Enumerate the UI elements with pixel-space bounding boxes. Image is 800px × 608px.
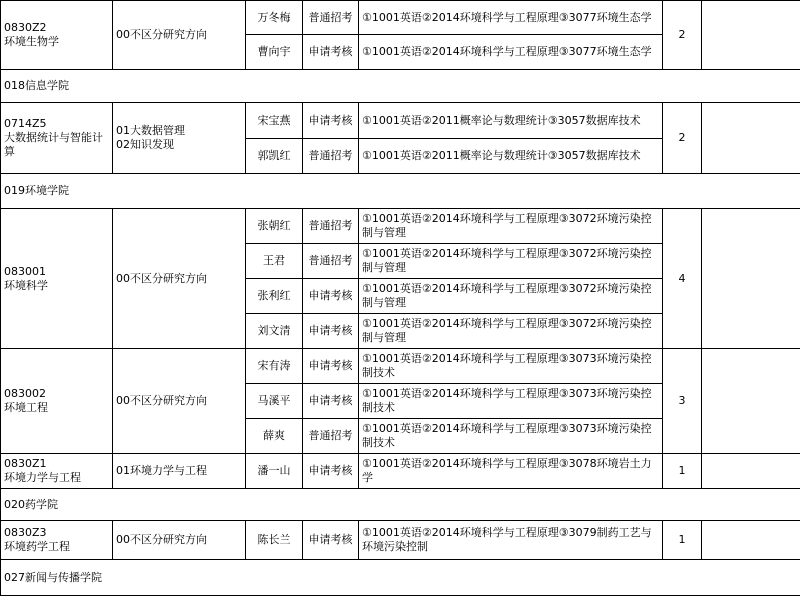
- admission-method: 申请考核: [303, 279, 359, 314]
- exam-subjects: ①1001英语②2014环境科学与工程原理③3077环境生态学: [359, 35, 663, 70]
- department-row: [1, 489, 800, 521]
- department-row: [1, 560, 800, 596]
- admission-method: 普通招考: [303, 139, 359, 174]
- major-name: 环境力学与工程: [4, 471, 81, 484]
- research-direction: 01大数据管理: [116, 124, 185, 137]
- admission-method: 申请考核: [303, 349, 359, 384]
- research-direction-cell: [113, 454, 246, 489]
- exam-subjects: ①1001英语②2014环境科学与工程原理③3072环境污染控制与管理: [359, 314, 663, 349]
- exam-subjects: ①1001英语②2014环境科学与工程原理③3072环境污染控制与管理: [359, 244, 663, 279]
- admission-method: 申请考核: [303, 384, 359, 419]
- research-direction: 02知识发现: [116, 138, 174, 151]
- remarks-cell: [702, 1, 800, 70]
- supervisor-name: 张利红: [246, 279, 303, 314]
- admission-method: 申请考核: [303, 454, 359, 489]
- exam-subjects: ①1001英语②2014环境科学与工程原理③3073环境污染控制技术: [359, 349, 663, 384]
- major-cell: [1, 349, 113, 454]
- major-cell: [1, 454, 113, 489]
- supervisor-name: 宋宝燕: [246, 103, 303, 139]
- table-row: [1, 521, 800, 560]
- major-code: 0714Z5: [4, 117, 47, 130]
- major-name: 环境科学: [4, 278, 48, 292]
- department-name: 020药学院: [1, 489, 800, 521]
- exam-subjects: ①1001英语②2014环境科学与工程原理③3073环境污染控制技术: [359, 384, 663, 419]
- table-row: [1, 103, 800, 139]
- exam-subjects: ①1001英语②2011概率论与数理统计③3057数据库技术: [359, 103, 663, 139]
- admission-method: 普通招考: [303, 209, 359, 244]
- research-direction-cell: [113, 1, 246, 70]
- admission-method: 申请考核: [303, 103, 359, 139]
- major-name: 环境工程: [4, 401, 48, 414]
- department-row: [1, 174, 800, 209]
- supervisor-name: 曹向宇: [246, 35, 303, 70]
- research-direction: 01环境力学与工程: [116, 464, 207, 477]
- major-name: 环境药学工程: [4, 540, 70, 553]
- table-row: [1, 349, 800, 384]
- research-direction-cell: [113, 349, 246, 454]
- remarks-cell: [702, 103, 800, 174]
- admission-method: 普通招考: [303, 1, 359, 35]
- major-code: 083002: [4, 387, 46, 400]
- department-name: 019环境学院: [1, 174, 800, 209]
- enrollment-count: 4: [663, 209, 702, 349]
- research-direction-cell: [113, 521, 246, 560]
- enrollment-count: 2: [663, 103, 702, 174]
- remarks-cell: [702, 349, 800, 454]
- enrollment-count: 3: [663, 349, 702, 454]
- exam-subjects: ①1001英语②2011概率论与数理统计③3057数据库技术: [359, 139, 663, 174]
- enrollment-count: 1: [663, 454, 702, 489]
- major-code: 0830Z2: [4, 21, 47, 34]
- admission-method: 普通招考: [303, 244, 359, 279]
- remarks-cell: [702, 209, 800, 349]
- department-row: [1, 70, 800, 103]
- research-direction: 00不区分研究方向: [116, 533, 207, 546]
- admission-method: 普通招考: [303, 419, 359, 454]
- exam-subjects: ①1001英语②2014环境科学与工程原理③3073环境污染控制技术: [359, 419, 663, 454]
- table-body: [1, 1, 800, 596]
- table-row: [1, 454, 800, 489]
- supervisor-name: 潘一山: [246, 454, 303, 489]
- research-direction: 00不区分研究方向: [116, 271, 207, 285]
- supervisor-name: 万冬梅: [246, 1, 303, 35]
- major-cell: [1, 1, 113, 70]
- admission-method: 申请考核: [303, 314, 359, 349]
- major-name: 环境生物学: [4, 35, 59, 48]
- major-code: 0830Z1: [4, 457, 47, 470]
- remarks-cell: [702, 454, 800, 489]
- table-row: [1, 1, 800, 35]
- research-direction: 00不区分研究方向: [116, 394, 207, 407]
- enrollment-count: 2: [663, 1, 702, 70]
- supervisor-name: 宋有涛: [246, 349, 303, 384]
- exam-subjects: ①1001英语②2014环境科学与工程原理③3079制药工艺与环境污染控制: [359, 521, 663, 560]
- major-cell: [1, 103, 113, 174]
- research-direction-cell: [113, 103, 246, 174]
- exam-subjects: ①1001英语②2014环境科学与工程原理③3072环境污染控制与管理: [359, 279, 663, 314]
- table-row: [1, 209, 800, 244]
- supervisor-name: 马溪平: [246, 384, 303, 419]
- admission-method: 申请考核: [303, 521, 359, 560]
- supervisor-name: 陈长兰: [246, 521, 303, 560]
- exam-subjects: ①1001英语②2014环境科学与工程原理③3077环境生态学: [359, 1, 663, 35]
- enrollment-count: 1: [663, 521, 702, 560]
- department-name: 027新闻与传播学院: [1, 560, 800, 596]
- remarks-cell: [702, 521, 800, 560]
- department-name: 018信息学院: [1, 70, 800, 103]
- supervisor-name: 王君: [246, 244, 303, 279]
- major-cell: [1, 209, 113, 349]
- admission-method: 申请考核: [303, 35, 359, 70]
- major-code: 0830Z3: [4, 526, 47, 539]
- research-direction-cell: [113, 209, 246, 349]
- supervisor-name: 张朝红: [246, 209, 303, 244]
- exam-subjects: ①1001英语②2014环境科学与工程原理③3072环境污染控制与管理: [359, 209, 663, 244]
- supervisor-name: 薛爽: [246, 419, 303, 454]
- major-code: 083001: [4, 264, 46, 278]
- exam-subjects: ①1001英语②2014环境科学与工程原理③3078环境岩土力学: [359, 454, 663, 489]
- supervisor-name: 刘文清: [246, 314, 303, 349]
- research-direction: 00不区分研究方向: [116, 28, 207, 41]
- supervisor-name: 郭凯红: [246, 139, 303, 174]
- major-name: 大数据统计与智能计算: [4, 131, 103, 158]
- major-cell: [1, 521, 113, 560]
